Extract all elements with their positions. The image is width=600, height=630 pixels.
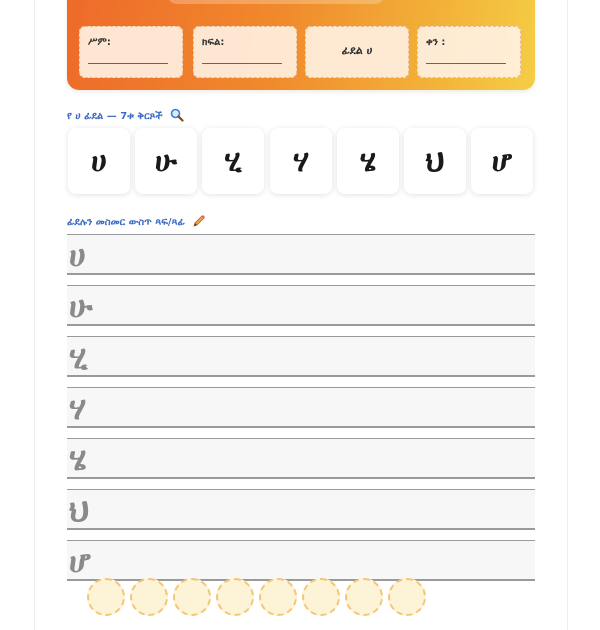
practice-circle[interactable] <box>259 578 297 616</box>
class-field-line <box>202 63 282 64</box>
practice-circle[interactable] <box>345 578 383 616</box>
trace-row[interactable] <box>67 540 535 581</box>
letter-field-value: ፊደል ሀ <box>341 44 373 57</box>
letter-card-glyph: ሁ <box>154 143 178 179</box>
letter-card <box>270 128 332 194</box>
practice-circle[interactable] <box>216 578 254 616</box>
trace-letter: ሃ <box>69 389 87 427</box>
trace-heading <box>67 214 206 228</box>
trace-letter: ሁ <box>69 287 93 325</box>
magnifier-icon <box>170 108 184 122</box>
letter-card-glyph: ሄ <box>359 143 377 179</box>
letter-card <box>337 128 399 194</box>
class-field[interactable] <box>193 26 297 78</box>
date-field-label: ቀን : <box>426 37 446 48</box>
name-field[interactable] <box>79 26 183 78</box>
letter-card-glyph: ህ <box>425 143 445 179</box>
trace-row[interactable] <box>67 234 535 275</box>
practice-circle[interactable] <box>130 578 168 616</box>
orders-heading-text: የ ሀ ፊደል — 7ቱ ቅርጾች <box>67 111 163 122</box>
letter-card <box>135 128 197 194</box>
header-banner <box>67 0 535 90</box>
date-field[interactable] <box>417 26 521 78</box>
practice-circle[interactable] <box>87 578 125 616</box>
letter-card-glyph: ሃ <box>292 143 310 179</box>
pencil-icon <box>192 214 206 228</box>
letter-card <box>404 128 466 194</box>
trace-letter: ሂ <box>69 338 88 376</box>
date-field-line <box>426 63 506 64</box>
class-field-label: ክፍል: <box>202 37 225 48</box>
practice-circle[interactable] <box>173 578 211 616</box>
trace-row[interactable] <box>67 285 535 326</box>
letter-card <box>202 128 264 194</box>
trace-letter: ሆ <box>69 542 91 580</box>
orders-heading <box>67 108 184 122</box>
practice-circle[interactable] <box>302 578 340 616</box>
trace-letter: ሄ <box>69 440 87 478</box>
trace-row[interactable] <box>67 438 535 479</box>
name-field-label: ሥም: <box>88 37 111 48</box>
letter-card <box>68 128 130 194</box>
practice-circle[interactable] <box>388 578 426 616</box>
letter-field <box>305 26 409 78</box>
letter-card-glyph: ሆ <box>491 143 513 179</box>
letter-card <box>471 128 533 194</box>
trace-row[interactable] <box>67 387 535 428</box>
name-field-line <box>88 63 168 64</box>
trace-row[interactable] <box>67 336 535 377</box>
trace-heading-text: ፊደሉን መስመር ውስጥ ጻፍ/ጻፊ <box>67 217 185 228</box>
title-pill <box>167 0 385 4</box>
letter-card-glyph: ሀ <box>91 143 107 179</box>
trace-row[interactable] <box>67 489 535 530</box>
letter-card-glyph: ሂ <box>224 143 242 179</box>
worksheet-page <box>34 0 568 630</box>
trace-letter: ህ <box>69 491 90 529</box>
trace-letter: ሀ <box>69 236 86 274</box>
